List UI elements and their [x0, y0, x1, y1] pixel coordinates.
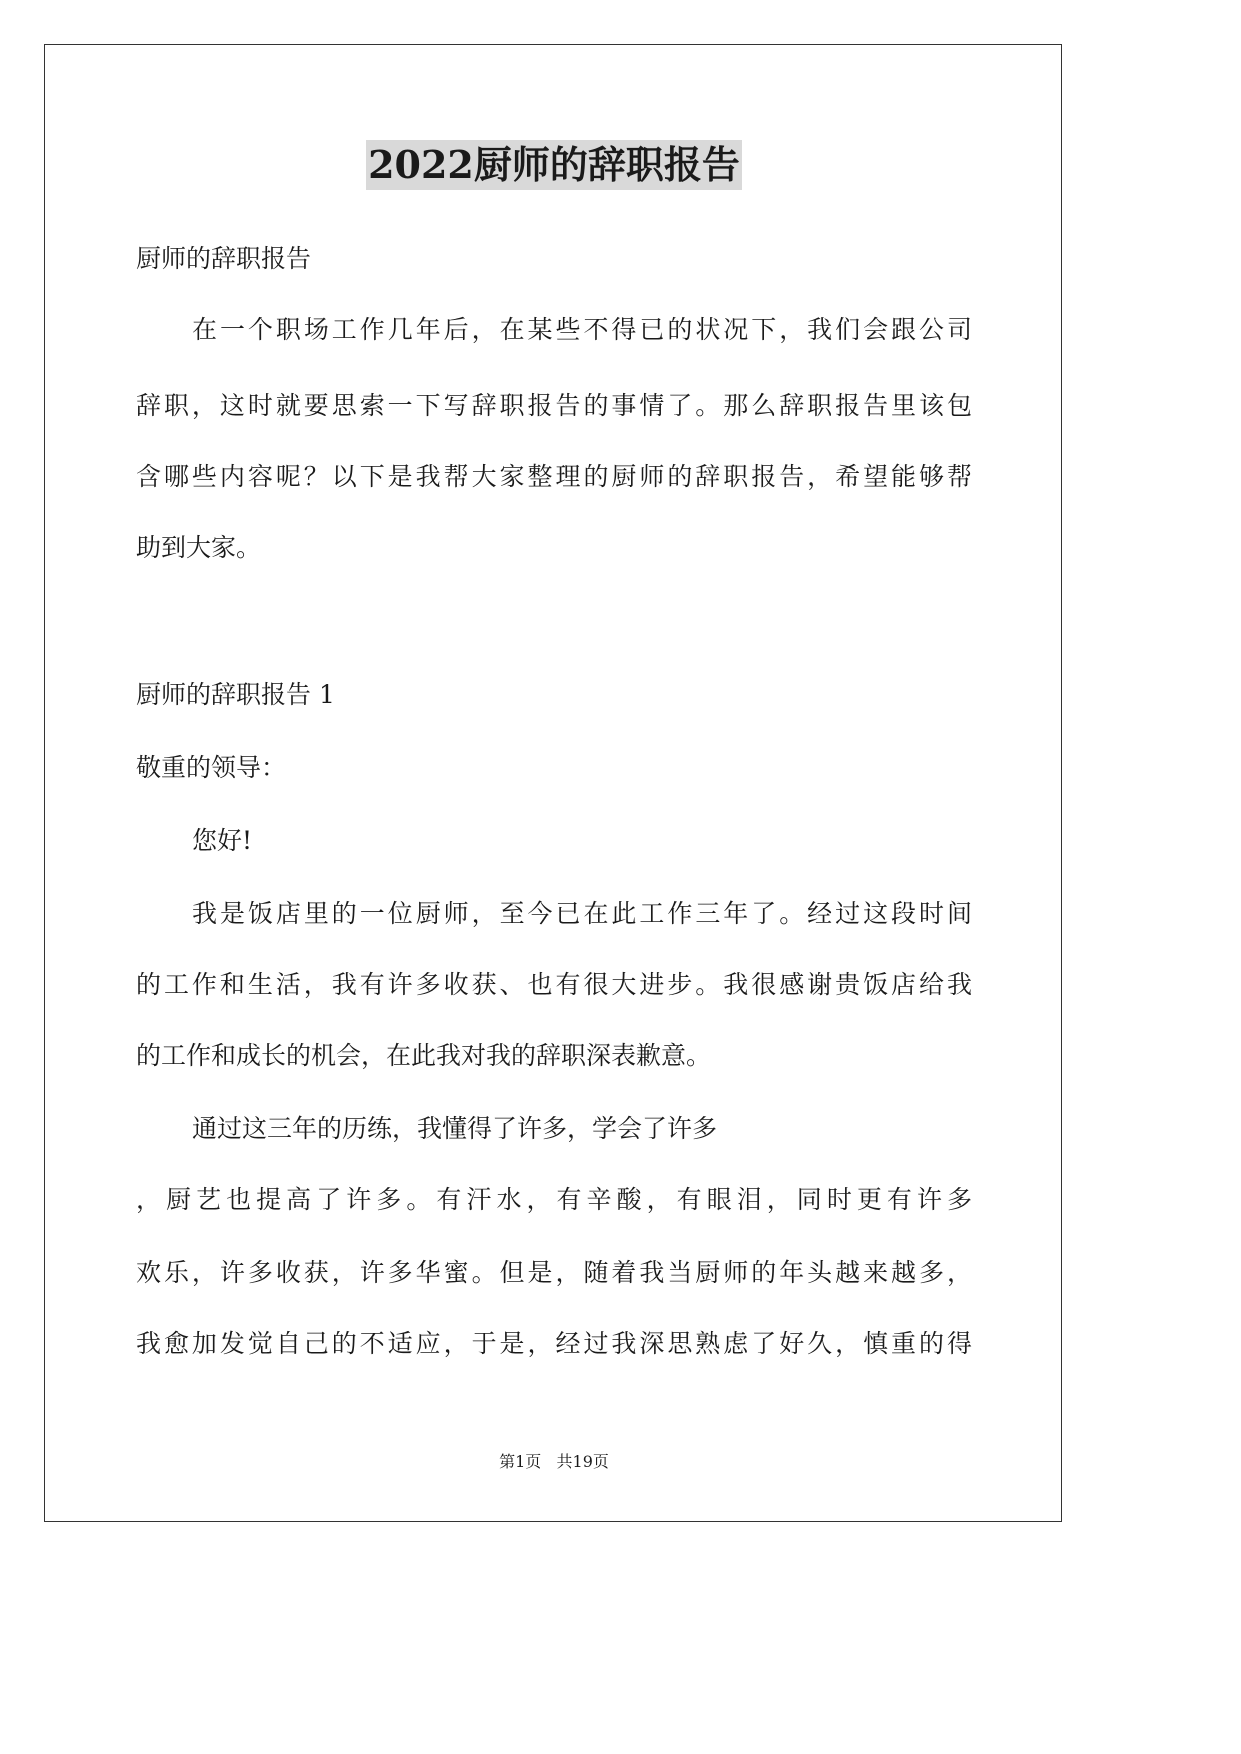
document-title: 2022厨师的辞职报告 [366, 140, 742, 190]
body-line: 我愈加发觉自己的不适应，于是，经过我深思熟虑了好久，慎重的得 [136, 1329, 972, 1358]
page-number-footer: 第1页 共19页 [499, 1452, 609, 1471]
section-heading: 厨师的辞职报告 1 [136, 680, 335, 709]
body-line: 欢乐，许多收获，许多华蜜。但是，随着我当厨师的年头越来越多， [136, 1258, 972, 1287]
body-line: 的工作和生活，我有许多收获、也有很大进步。我很感谢贵饭店给我 [136, 970, 972, 999]
salutation: 敬重的领导： [136, 753, 287, 782]
intro-line: 在一个职场工作几年后，在某些不得已的状况下，我们会跟公司 [192, 315, 972, 344]
body-line: 我是饭店里的一位厨师，至今已在此工作三年了。经过这段时间 [192, 899, 972, 928]
greeting: 您好! [192, 826, 253, 855]
subtitle: 厨师的辞职报告 [136, 244, 312, 273]
body-line: 的工作和成长的机会，在此我对我的辞职深表歉意。 [136, 1041, 712, 1070]
document-title-wrap [0, 140, 1108, 190]
intro-line: 辞职，这时就要思索一下写辞职报告的事情了。那么辞职报告里该包 [136, 391, 972, 420]
body-line: 通过这三年的历练，我懂得了许多，学会了许多 [192, 1114, 718, 1143]
intro-line: 含哪些内容呢？以下是我帮大家整理的厨师的辞职报告，希望能够帮 [136, 462, 972, 491]
intro-line: 助到大家。 [136, 533, 262, 562]
body-line: ，厨艺也提高了许多。有汗水，有辛酸，有眼泪，同时更有许多 [136, 1185, 972, 1214]
